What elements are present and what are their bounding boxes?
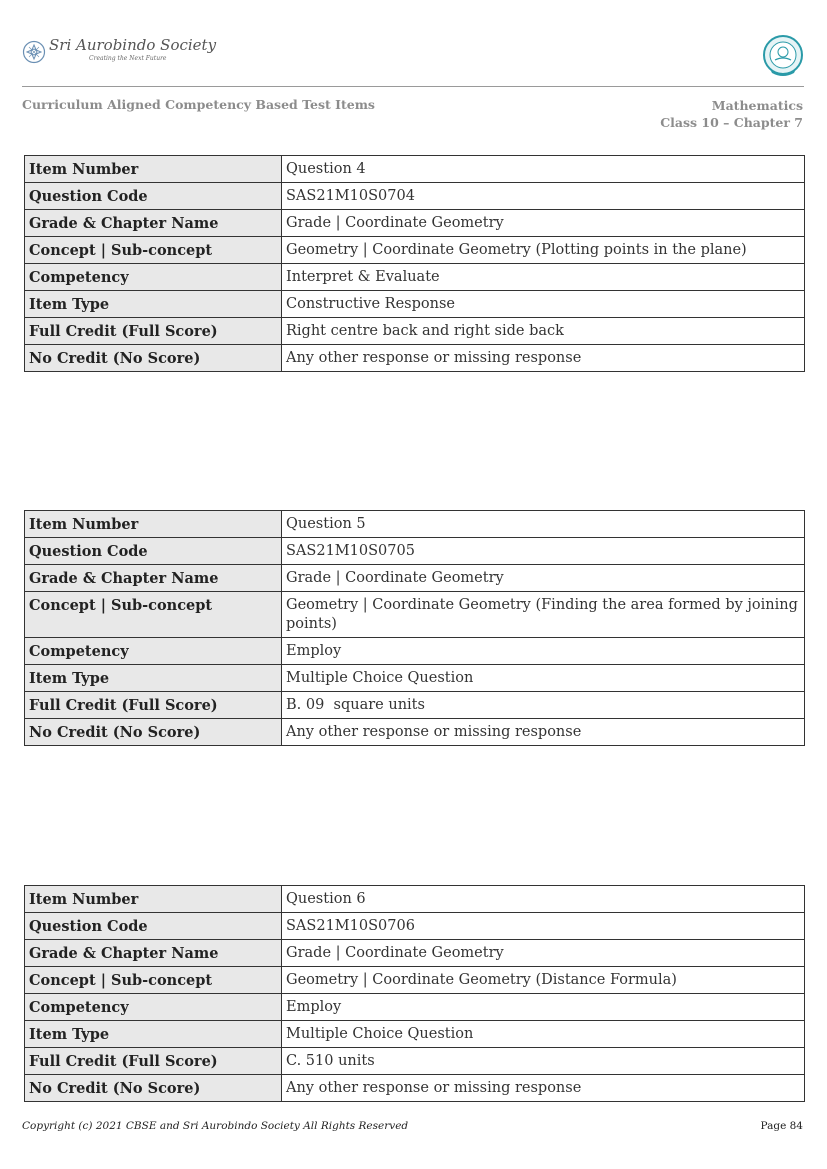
copyright-notice: Copyright (c) 2021 CBSE and Sri Aurobindo Society All Rights Reserved <box>22 1120 409 1132</box>
logo-wordmark: Sri Aurobindo Society <box>49 36 217 54</box>
logo-tagline: Creating the Next Future <box>89 55 167 62</box>
row-value: Grade | Coordinate Geometry <box>282 210 805 237</box>
row-key: Competency <box>25 264 282 291</box>
row-key: Full Credit (Full Score) <box>25 1048 282 1075</box>
row-key: Grade & Chapter Name <box>25 940 282 967</box>
table-row <box>25 1048 805 1075</box>
row-key: Item Type <box>25 291 282 318</box>
row-key: No Credit (No Score) <box>25 719 282 746</box>
table-row <box>25 940 805 967</box>
row-value: B. 09 square units <box>282 692 805 719</box>
row-value: Employ <box>282 994 805 1021</box>
row-value: Grade | Coordinate Geometry <box>282 565 805 592</box>
row-value: SAS21M10S0706 <box>282 913 805 940</box>
table-row <box>25 318 805 345</box>
row-key: Item Number <box>25 511 282 538</box>
row-value: Question 4 <box>282 156 805 183</box>
row-key: Question Code <box>25 183 282 210</box>
document-subtitle: Curriculum Aligned Competency Based Test Items <box>22 97 375 112</box>
table-row <box>25 886 805 913</box>
row-value: Geometry | Coordinate Geometry (Finding the area formed by joining points) <box>282 592 805 638</box>
row-value: C. 510 units <box>282 1048 805 1075</box>
table-row <box>25 511 805 538</box>
row-key: Concept | Sub-concept <box>25 592 282 638</box>
row-value: Geometry | Coordinate Geometry (Plotting points in the plane) <box>282 237 805 264</box>
table-row <box>25 345 805 372</box>
table-row <box>25 692 805 719</box>
cbse-seal-icon <box>760 33 806 79</box>
row-key: No Credit (No Score) <box>25 1075 282 1102</box>
table-row <box>25 967 805 994</box>
table-row <box>25 291 805 318</box>
row-value: SAS21M10S0705 <box>282 538 805 565</box>
page-number: Page 84 <box>760 1120 803 1132</box>
row-key: Full Credit (Full Score) <box>25 692 282 719</box>
row-value: Grade | Coordinate Geometry <box>282 940 805 967</box>
row-value: Geometry | Coordinate Geometry (Distance Formula) <box>282 967 805 994</box>
table-row <box>25 665 805 692</box>
row-value: Constructive Response <box>282 291 805 318</box>
table-row <box>25 237 805 264</box>
row-key: Grade & Chapter Name <box>25 210 282 237</box>
row-value: Question 5 <box>282 511 805 538</box>
table-row <box>25 592 805 638</box>
item-table-question-5 <box>24 510 805 746</box>
row-key: Item Number <box>25 886 282 913</box>
row-key: Full Credit (Full Score) <box>25 318 282 345</box>
subject-info <box>660 97 803 131</box>
row-value: Multiple Choice Question <box>282 1021 805 1048</box>
row-value: Right centre back and right side back <box>282 318 805 345</box>
item-table-question-6 <box>24 885 805 1102</box>
row-value: Multiple Choice Question <box>282 665 805 692</box>
row-key: No Credit (No Score) <box>25 345 282 372</box>
row-value: SAS21M10S0704 <box>282 183 805 210</box>
table-row <box>25 264 805 291</box>
row-key: Item Number <box>25 156 282 183</box>
row-key: Competency <box>25 994 282 1021</box>
class-chapter-label: Class 10 – Chapter 7 <box>660 115 803 130</box>
row-value: Employ <box>282 638 805 665</box>
subject-label: Mathematics <box>711 98 803 113</box>
table-row <box>25 994 805 1021</box>
row-key: Question Code <box>25 913 282 940</box>
table-row <box>25 183 805 210</box>
row-key: Item Type <box>25 1021 282 1048</box>
row-value: Interpret & Evaluate <box>282 264 805 291</box>
table-row <box>25 719 805 746</box>
logo-text <box>49 38 216 66</box>
table-row <box>25 210 805 237</box>
row-value: Any other response or missing response <box>282 719 805 746</box>
lotus-logo-icon <box>22 40 46 64</box>
row-key: Concept | Sub-concept <box>25 967 282 994</box>
row-key: Item Type <box>25 665 282 692</box>
item-table-question-4 <box>24 155 805 372</box>
row-value: Any other response or missing response <box>282 345 805 372</box>
row-key: Question Code <box>25 538 282 565</box>
table-row <box>25 638 805 665</box>
row-key: Grade & Chapter Name <box>25 565 282 592</box>
row-key: Concept | Sub-concept <box>25 237 282 264</box>
table-row <box>25 538 805 565</box>
sri-aurobindo-society-logo <box>22 36 216 68</box>
header-divider <box>22 86 804 87</box>
row-value: Any other response or missing response <box>282 1075 805 1102</box>
table-row <box>25 1021 805 1048</box>
table-row <box>25 1075 805 1102</box>
row-key: Competency <box>25 638 282 665</box>
table-row <box>25 156 805 183</box>
row-value: Question 6 <box>282 886 805 913</box>
table-row <box>25 565 805 592</box>
table-row <box>25 913 805 940</box>
